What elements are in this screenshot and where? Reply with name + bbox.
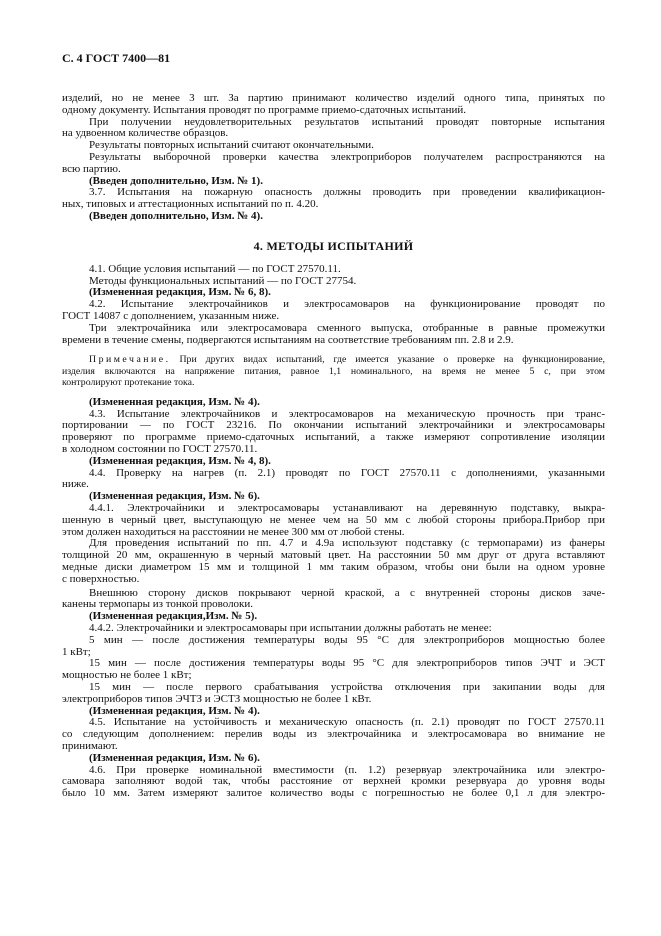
text-line: 3.7. Испытания на пожарную опасность должны проводить при проведении квалификацион- [89,186,605,199]
paragraph [62,635,605,659]
text-line: (Измененная редакция, Изм. № 6, 8). [89,286,271,299]
text-line: (Измененная редакция,Изм. № 5). [89,610,258,623]
text-line: портировании — по ГОСТ 23216. По окончании испытаний электрочайники и электросамовары [62,419,605,432]
text-line: в холодном состоянии по ГОСТ 27570.11. [62,443,258,456]
text-line: 15 мин — после достижения температуры воды 95 °С для электроприборов типов ЭЧТ и ЭСТ [89,657,605,670]
text-line: ниже. [62,478,89,491]
paragraph [62,717,605,752]
text-line: со следующим дополнением: перелив воды из электрочайника и электросамовара во внимание не [62,728,605,741]
paragraph [62,323,605,347]
paragraph [62,503,605,538]
text-line: 4.2. Испытание электрочайников и электросамоваров на функционирование проводят по [89,298,605,311]
text-line: (Введен дополнительно, Изм. № 4). [89,209,263,222]
text-line: 4.4. Проверку на нагрев (п. 2.1) проводят по ГОСТ 27570.11 с дополнениями, указанными [89,466,605,479]
text-line: Методы функциональных испытаний — по ГОСТ 27754. [89,274,357,287]
amendment-note [62,753,605,765]
text-line: При получении неудовлетворительных результатов испытаний проводят повторные испытания [89,115,605,128]
text-line: шенную в черный цвет, выступающую не менее чем на 50 мм с любой стороны прибора.Прибор при [62,513,605,526]
paragraph [62,187,605,211]
text-line: Примечание. При других видах испытаний, где имеется указание о проверке на функционирование, [89,354,605,366]
text-line: времени в течение смены, подвергаются испытаниям на соответствие требованиям пп. 2.8 и 2.9. [62,333,514,346]
text-line: (Измененная редакция, Изм. № 6). [89,490,260,503]
text-line: электроприборов типов ЭЧТЗ и ЭСТЗ мощностью не более 1 кВт. [62,692,372,705]
text-line: 4.3. Испытание электрочайников и электросамоваров на механическую прочность при транс- [89,407,605,420]
text-line: 15 мин — после первого срабатывания устройства отключения при закипании воды для [89,680,605,693]
text-line: (Введен дополнительно, Изм. № 1). [89,174,263,187]
text-line: Три электрочайника или электросамовара сменного выпуска, отобранные в равные промежутки [89,321,605,334]
text-line: ГОСТ 14087 с дополнением, указанным ниже. [62,309,280,322]
text-line: ных, типовых и аттестационных испытаний по п. 4.20. [62,198,319,211]
text-line: с поверхностью. [62,572,140,585]
text-line: изделия включаются на напряжение питания, равное 1,1 номинального, на время не менее 5 с, при этом [62,365,605,377]
paragraph [62,264,605,276]
text-line: всю партию. [62,162,121,175]
text-line: Внешнюю сторону дисков покрывают черной краской, а с внутренней стороны дисков заче- [89,586,605,599]
text-line: на удвоенном количестве образцов. [62,127,229,140]
paragraph [62,117,605,141]
note-label: Примечание. [89,354,171,366]
page-header: С. 4 ГОСТ 7400—81 [62,51,171,65]
text-line: принимают. [62,739,118,752]
text-line: этом должен находиться на расстоянии не менее 300 мм от любой стены. [62,525,405,538]
text-line: 4.1. Общие условия испытаний — по ГОСТ 27570.11. [89,262,341,275]
text-line: Для проведения испытаний по пп. 4.7 и 4.9а используют подставку (с термопарами) из фанеры [89,537,605,550]
text-line: (Измененная редакция, Изм. № 4, 8). [89,454,271,467]
paragraph [62,765,605,800]
document-body [62,93,605,800]
text-line: Результаты повторных испытаний считают окончательными. [89,139,374,152]
section-heading: 4. МЕТОДЫ ИСПЫТАНИЙ [253,238,414,253]
text-line: проверяют по программе приемо-сдаточных испытаний, а также измеряют сопротивление изоляции [62,431,605,444]
text-line: 4.5. Испытание на устойчивость и механическую опасность (п. 2.1) проводят по ГОСТ 27570.11 [89,716,605,729]
paragraph [62,588,605,612]
paragraph [62,152,605,176]
text-line: 4.4.1. Электрочайники и электросамовары устанавливают на деревянную подставку, выкра- [89,502,605,515]
paragraph [62,409,605,456]
text-line: изделий, но не менее 3 шт. За партию принимают количество изделий одного типа, принятых по [62,92,605,104]
text-line: Результаты выборочной проверки качества электроприборов получателем распространяются на [89,150,605,163]
text-line: (Измененная редакция, Изм. № 4). [89,704,260,717]
text-line: было 10 мм. Затем измеряют залитое количество воды с погрешностью не более 0,1 л для электро- [62,787,605,800]
paragraph [62,468,605,492]
paragraph [62,682,605,706]
paragraph [62,93,605,117]
amendment-note [62,211,605,223]
paragraph [62,658,605,682]
text-line: контролируют протекание тока. [62,377,195,389]
text-line: канены термопары из тонкой проволоки. [62,598,254,611]
text-line: 4.6. При проверке номинальной вместимости (п. 1.2) резервуар электрочайника или электро- [89,763,605,776]
text-line: 5 мин — после достижения температуры воды 95 °С для электроприборов мощностью более [89,633,605,646]
text-line: 4.4.2. Электрочайники и электросамовары при испытании должны работать не менее: [89,621,492,634]
amendment-note [62,397,605,409]
note-paragraph [62,354,605,389]
text-line: 1 кВт; [62,645,91,658]
text-line: мощностью не более 1 кВт; [62,669,192,682]
text-line: (Измененная редакция, Изм. № 4). [89,395,260,408]
text-line: толщиной 20 мм, окрашенную в черный матовый цвет. На расстоянии 50 мм друг от друга вставляют [62,549,605,562]
paragraph [62,299,605,323]
paragraph [62,538,605,585]
text-line: медные диски диаметром 15 мм и толщиной 1 мм таким образом, чтобы они были на одном уровне [62,561,605,573]
text-line: одному документу. Испытания проводят по программе приемо-сдаточных испытаний. [62,103,467,116]
text-line: самовара заполняют водой так, чтобы расстояние от верхней кромки резервуара до уровня воды [62,775,605,788]
paragraph [62,623,605,635]
text-line: (Измененная редакция, Изм. № 6). [89,751,260,764]
amendment-note [62,456,605,468]
